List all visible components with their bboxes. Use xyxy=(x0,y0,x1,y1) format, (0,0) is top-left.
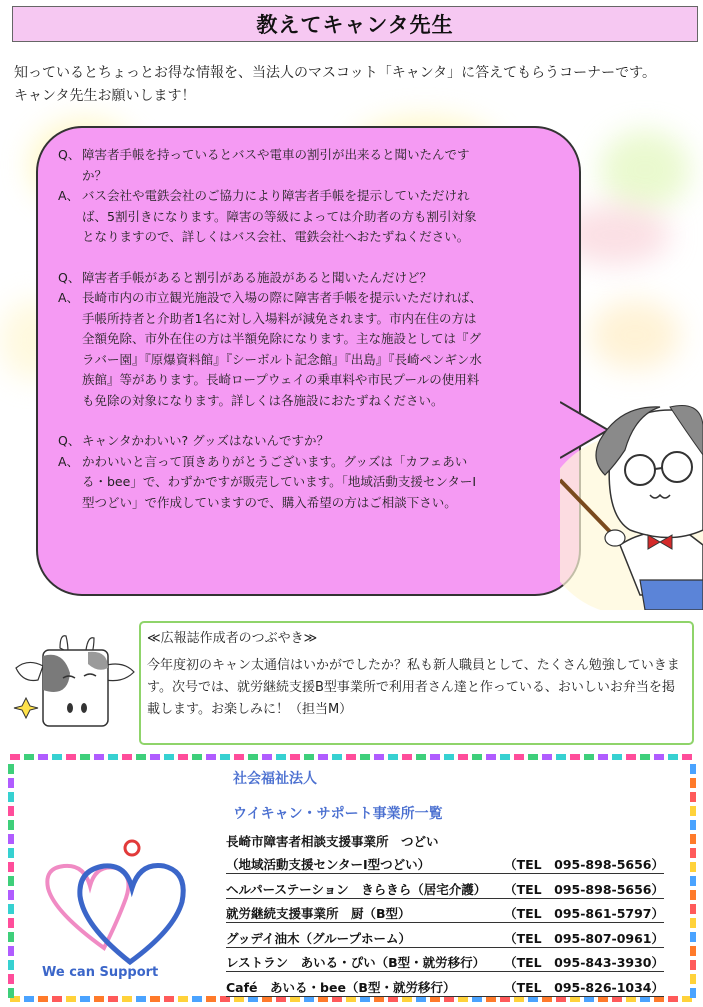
office-row: レストラン あいる・ぴい（B型・就労移行） （TEL 095-843-3930） xyxy=(226,948,664,973)
office-list-title: ウイキャン・サポート事業所一覧 xyxy=(233,806,443,822)
cow-illustration xyxy=(8,628,136,728)
mascot-kyanta-illustration xyxy=(560,395,703,610)
intro-line-1: 知っているとちょっとお得な情報を、当法人のマスコット「キャンタ」に答えてもらうコーナーです。 xyxy=(14,65,657,81)
office-row: 長崎市障害者相談支援事業所 つどい xyxy=(226,833,439,849)
question-3: Q、 キャンタかわいい? グッズはないんですか？ xyxy=(58,431,488,452)
answer-2: A、 長崎市内の市立観光施設で入場の際に障害者手帳を提示いただければ、手帳所持者と介助者1名に対し入場料が減免されます。市内在住の方は全額免除、市外在住の方は半額免除になります。主な施設としては『グラバー園』『原爆資料館』『シーボルト記念館』『出島』『長崎ペンギン水族館』等があります。長崎ロープウェイの乗車料や市民プールの使用料も免除の対象になります。詳しくは各施設におたずねください。 xyxy=(58,288,488,411)
question-1-text: 障害者手帳を持っているとバスや電車の割引が出来ると聞いたんですか？ xyxy=(82,147,470,183)
office-row: グッデイ油木（グループホーム） （TEL 095-807-0961） xyxy=(226,923,664,948)
answer-3: A、 かわいいと言って頂きありがとうございます。グッズは「カフェあいる・bee」で、わずかですが販売しています。「地域活動支援センターⅠ型つどい」で作成していますので、購入希望の方はご相談下さい。 xyxy=(58,452,488,514)
question-2: Q、 障害者手帳があると割引がある施設があると聞いたんだけど？ xyxy=(58,268,488,289)
decor-blob xyxy=(600,130,690,210)
office-row: ヘルパーステーション きらきら（居宅介護） （TEL 095-898-5656） xyxy=(226,874,664,899)
memo-body: 今年度初のキャン太通信はいかがでしたか？私も新人職員として、たくさん勉強していきます。次号では、就労継続支援B型事業所で利用者さん達と作っている、おいしいお弁当を掲載します。お楽しみに！（担当M） xyxy=(147,658,680,717)
office-row: 就労継続支援事業所 厨（B型） （TEL 095-861-5797） xyxy=(226,899,664,924)
question-2-text: 障害者手帳があると割引がある施設があると聞いたんだけど？ xyxy=(82,269,433,285)
office-row: Café あいる・bee（B型・就労移行） （TEL 095-826-1034） xyxy=(226,972,664,997)
answer-2-text: 長崎市内の市立観光施設で入場の際に障害者手帳を提示いただければ、手帳所持者と介助者1名に対し入場料が減免されます。市内在住の方は全額免除、市外在住の方は半額免除になります。主な施設としては『グラバー園』『原爆資料館』『シーボルト記念館』『出島』『長崎ペンギン水族館』等があります。長崎ロープウェイの乗車料や市民プールの使用料も免除の対象になります。詳しくは各施設におたずねください。 xyxy=(82,290,483,408)
page-title: 教えてキャンタ先生 xyxy=(12,6,698,42)
answer-1: A、 バス会社や電鉄会社のご協力により障害者手帳を提示していただければ、5割引きになります。障害の等級によっては介助者の方も割引対象となりますので、詳しくはバス会社、電鉄会社へおたずねください。 xyxy=(58,186,488,248)
qa-section xyxy=(58,145,488,513)
memo-title: ≪広報誌作成者のつぶやき≫ xyxy=(147,631,318,646)
office-list xyxy=(226,826,664,997)
question-1: Q、 障害者手帳を持っているとバスや電車の割引が出来ると聞いたんですか？ xyxy=(58,145,488,186)
intro-line-2: キャンタ先生お願いします！ xyxy=(14,88,196,104)
answer-3-text: かわいいと言って頂きありがとうございます。グッズは「カフェあいる・bee」で、わずかですが販売しています。「地域活動支援センターⅠ型つどい」で作成していますので、購入希望の方はご相談下さい。 xyxy=(82,453,477,510)
memo-box xyxy=(139,621,694,745)
office-row: （地域活動支援センターⅠ型つどい） （TEL 095-898-5656） xyxy=(226,850,664,875)
question-3-text: キャンタかわいい? グッズはないんですか？ xyxy=(82,433,329,448)
logo-text: We can Support xyxy=(42,965,159,980)
answer-1-text: バス会社や電鉄会社のご協力により障害者手帳を提示していただければ、5割引きになります。障害の等級によっては介助者の方も割引対象となりますので、詳しくはバス会社、電鉄会社へおたずねください。 xyxy=(82,188,477,244)
org-type: 社会福祉法人 xyxy=(233,771,317,787)
intro-text xyxy=(14,62,696,108)
decor-blob xyxy=(590,300,680,370)
